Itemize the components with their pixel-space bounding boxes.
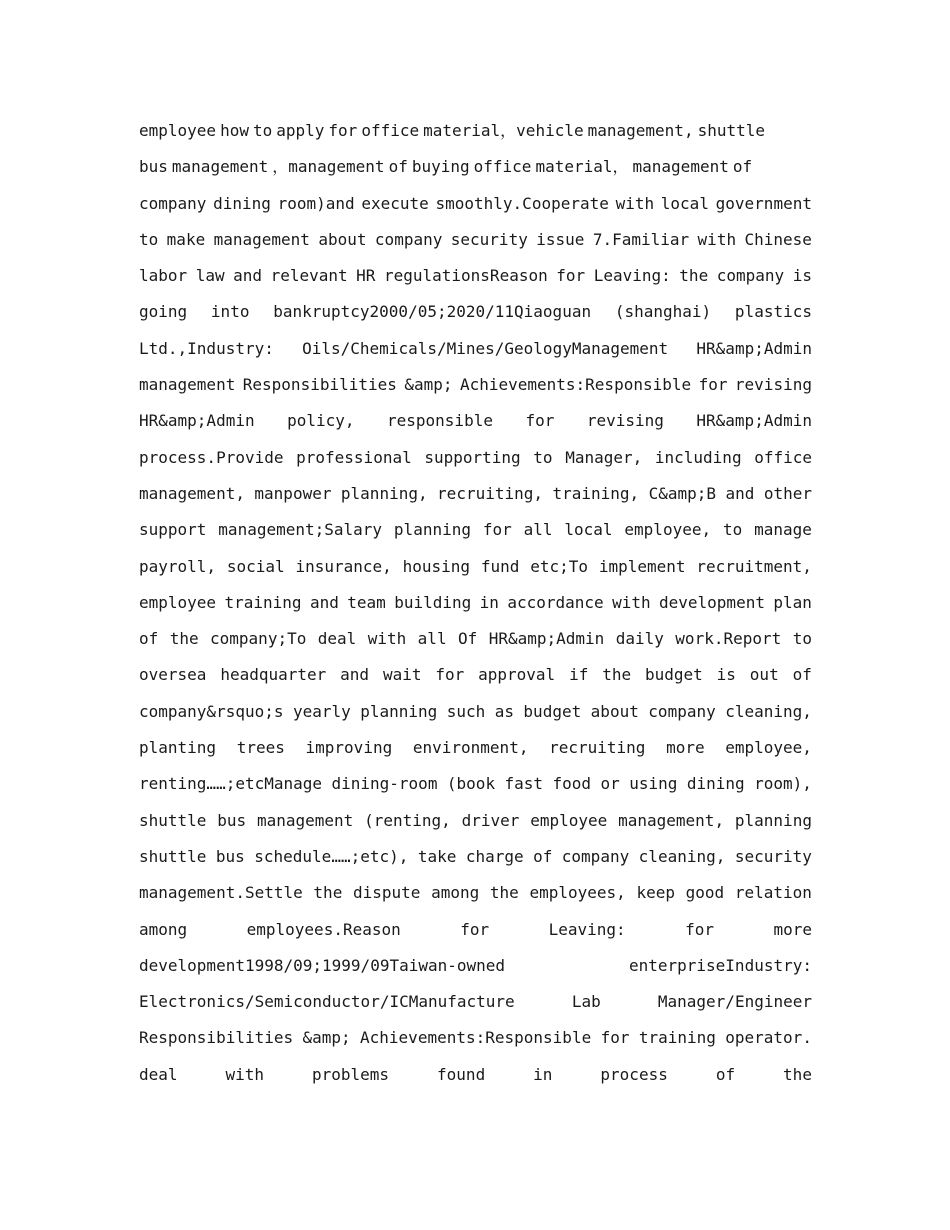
text-line: renting……;etcManage dining-room (book fast food or using dining room), [139, 774, 812, 794]
body-text [139, 113, 812, 1093]
text-line: development1998/09;1999/09Taiwan-owned enterpriseIndustry: [139, 955, 812, 975]
text-line: management.Settle the dispute among the employees, keep good relation [139, 883, 812, 903]
text-line: employee training and team building in accordance with development plan [139, 592, 812, 612]
text-line: shuttle bus management (renting, driver employee management, planning [139, 810, 812, 830]
text-line: among employees.Reason for Leaving: for more [139, 919, 812, 939]
text-line: oversea headquarter and wait for approval if the budget is out of [139, 665, 812, 685]
text-line: deal with problems found in process of the [139, 1064, 812, 1084]
text-line: Electronics/Semiconductor/ICManufacture Lab Manager/Engineer [139, 992, 812, 1012]
text-line: management, manpower planning, recruiting, training, C&amp;B and other [139, 483, 812, 503]
text-line: process.Provide professional supporting to Manager, including office [139, 447, 812, 467]
text-line: of the company;To deal with all Of HR&amp;Admin daily work.Report to [139, 629, 812, 649]
text-line: to make management about company security issue 7.Familiar with Chinese [139, 229, 812, 249]
text-line: planting trees improving environment, recruiting more employee, [139, 738, 812, 758]
text-line: Responsibilities &amp; Achievements:Responsible for training operator. [139, 1028, 812, 1048]
text-line: support management;Salary planning for all local employee, to manage [139, 520, 812, 540]
text-line: company&rsquo;s yearly planning such as budget about company cleaning, [139, 701, 812, 721]
text-line: shuttle bus schedule……;etc), take charge of company cleaning, security [139, 846, 812, 866]
text-line: company dining room)and execute smoothly.Cooperate with local government [139, 193, 812, 213]
text-line: payroll, social insurance, housing fund etc;To implement recruitment, [139, 556, 812, 576]
text-line: management Responsibilities &amp; Achievements:Responsible for revising [139, 375, 812, 395]
text-line: labor law and relevant HR regulationsReason for Leaving: the company is [139, 266, 812, 286]
text-line: employee how to apply for office material，vehicle management, shuttle [139, 121, 766, 140]
text-line: HR&amp;Admin policy, responsible for revising HR&amp;Admin [139, 411, 812, 431]
text-line: going into bankruptcy2000/05;2020/11Qiaoguan (shanghai) plastics [139, 302, 812, 322]
text-line: bus management ，management of buying office material， management of [139, 157, 753, 177]
text-line: Ltd.,Industry: Oils/Chemicals/Mines/GeologyManagement HR&amp;Admin [139, 338, 812, 358]
